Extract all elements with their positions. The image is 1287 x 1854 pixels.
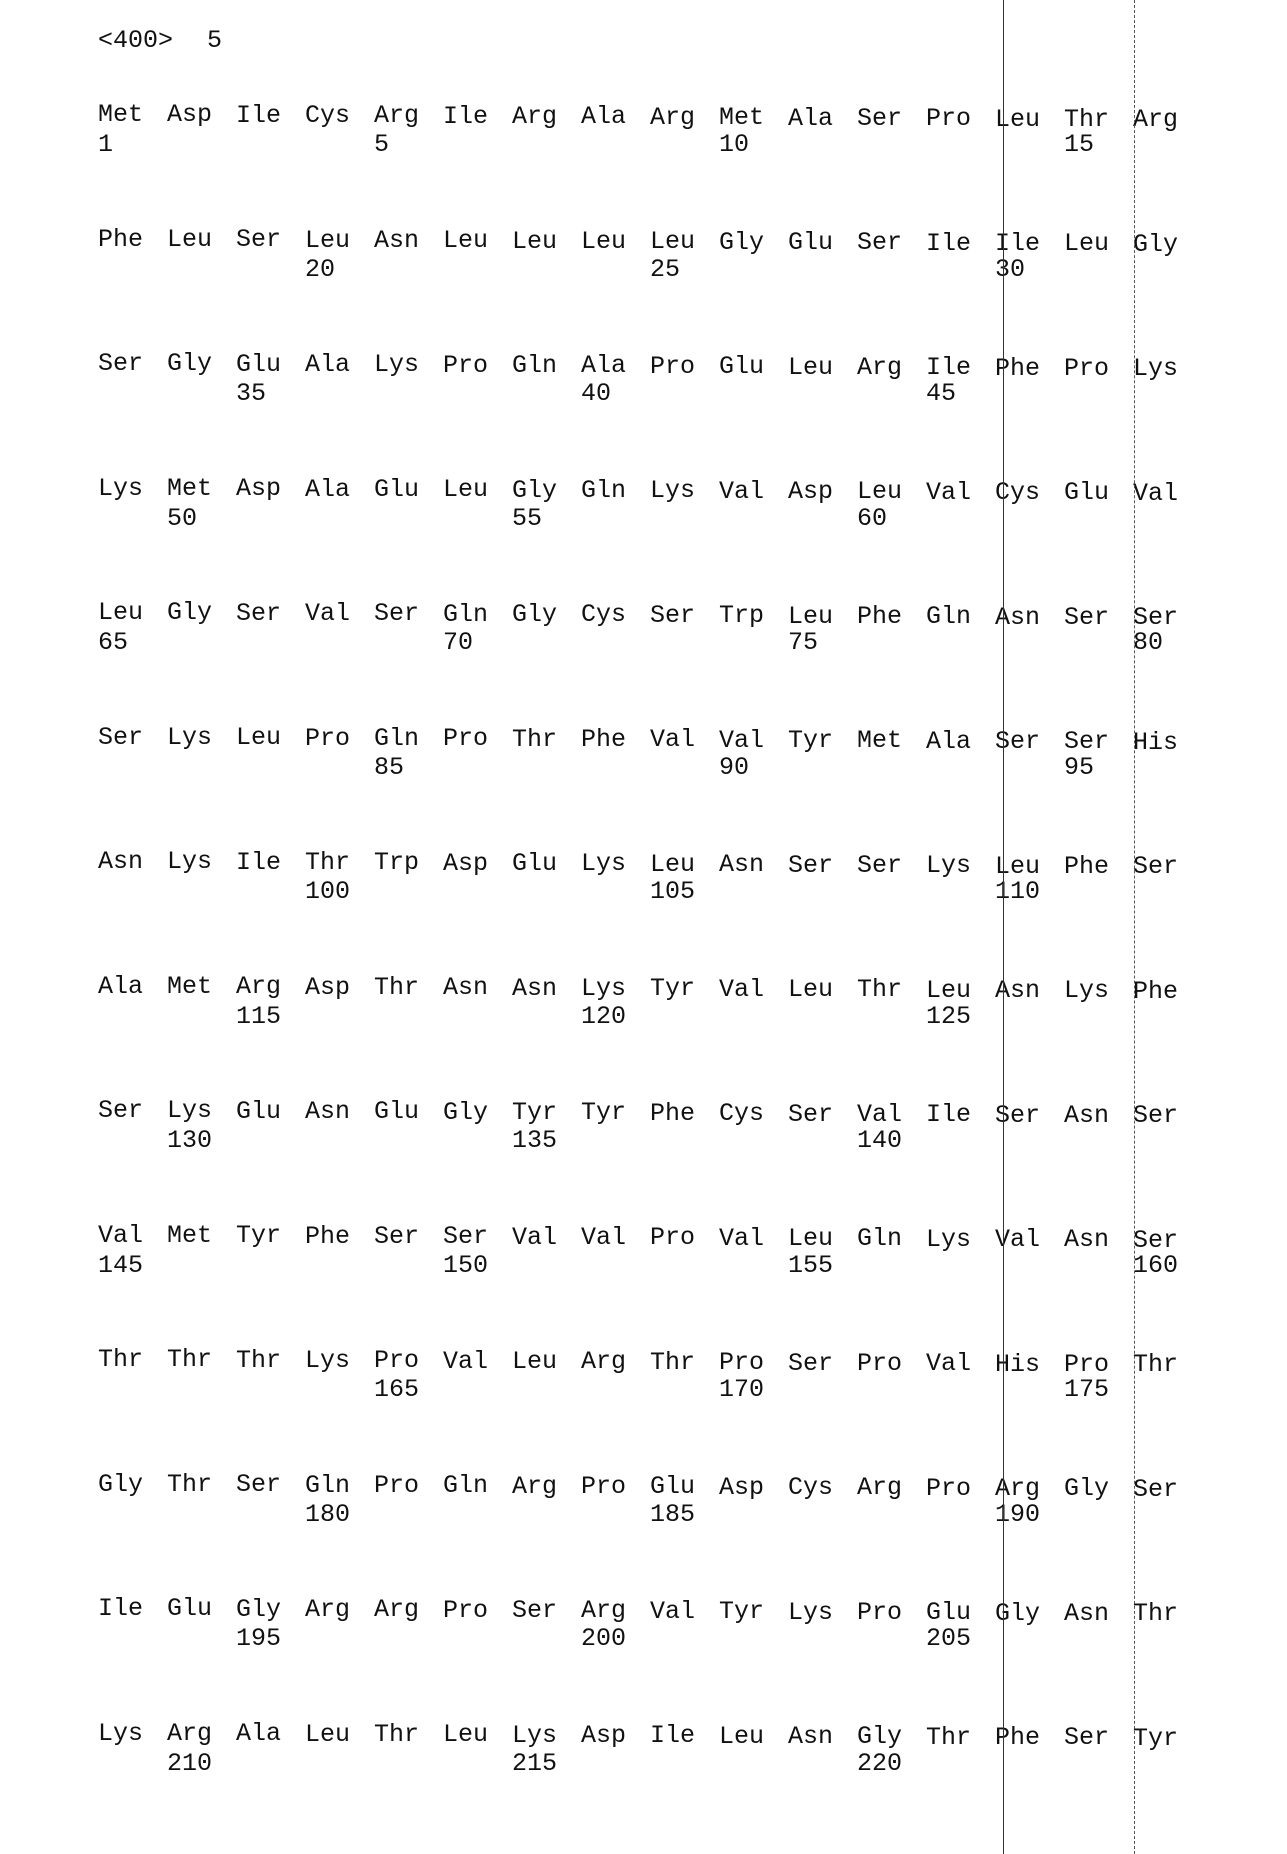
residue: Pro	[926, 104, 971, 133]
residue: Asn	[512, 974, 557, 1003]
residue: Val	[719, 726, 764, 755]
residue: Ile	[236, 848, 281, 877]
residue: Lys	[167, 1096, 212, 1125]
residue: Gly	[167, 598, 212, 627]
residue: Met	[98, 100, 143, 129]
residue: Leu	[1064, 229, 1109, 258]
residue: Ile	[236, 101, 281, 130]
position-number: 150	[443, 1251, 488, 1280]
residue: Cys	[995, 478, 1040, 507]
residue: Gly	[1133, 230, 1178, 259]
residue: Asp	[443, 849, 488, 878]
position-number: 10	[719, 130, 749, 159]
residue: Phe	[995, 1723, 1040, 1752]
residue: Ser	[1133, 1475, 1178, 1504]
sequence-row	[98, 474, 1238, 554]
residue: Lys	[167, 847, 212, 876]
residue: Glu	[512, 849, 557, 878]
residue: Pro	[443, 1596, 488, 1625]
residue: Leu	[305, 226, 350, 255]
residue: Gly	[1064, 1474, 1109, 1503]
residue: Ser	[98, 1096, 143, 1125]
position-number: 185	[650, 1500, 695, 1529]
residue: Ser	[236, 225, 281, 254]
residue: Thr	[374, 973, 419, 1002]
position-number: 135	[512, 1126, 557, 1155]
residue: Val	[512, 1223, 557, 1252]
position-number: 90	[719, 753, 749, 782]
residue: Pro	[443, 724, 488, 753]
residue: Ile	[926, 353, 971, 382]
residue: Lys	[581, 974, 626, 1003]
residue: Cys	[305, 101, 350, 130]
position-number: 195	[236, 1624, 281, 1653]
residue: Phe	[1064, 852, 1109, 881]
residue: Asp	[788, 477, 833, 506]
residue: Glu	[650, 1472, 695, 1501]
residue: Pro	[650, 1223, 695, 1252]
residue: Ser	[374, 1222, 419, 1251]
residue: Asn	[1064, 1599, 1109, 1628]
residue: Thr	[305, 848, 350, 877]
residue: Tyr	[581, 1098, 626, 1127]
position-number: 60	[857, 504, 887, 533]
residue: Phe	[650, 1099, 695, 1128]
residue: Leu	[788, 602, 833, 631]
residue: Ser	[374, 599, 419, 628]
sequence-row	[98, 1096, 1238, 1176]
position-number: 115	[236, 1002, 281, 1031]
residue: Met	[167, 1221, 212, 1250]
residue: Ile	[443, 102, 488, 131]
residue: Asp	[305, 973, 350, 1002]
position-number: 175	[1064, 1375, 1109, 1404]
sequence-id: 5	[207, 26, 222, 55]
residue: Arg	[857, 1473, 902, 1502]
position-number: 25	[650, 255, 680, 284]
sequence-row	[98, 1221, 1238, 1301]
residue: Ser	[995, 1101, 1040, 1130]
residue: Met	[167, 474, 212, 503]
residue: Asn	[374, 226, 419, 255]
residue: Lys	[926, 851, 971, 880]
residue: Trp	[719, 601, 764, 630]
residue: Pro	[374, 1471, 419, 1500]
residue: Leu	[857, 477, 902, 506]
residue: Gln	[374, 724, 419, 753]
residue: Gln	[305, 1471, 350, 1500]
sequence-row	[98, 598, 1238, 678]
residue: Phe	[581, 725, 626, 754]
residue: Ile	[995, 229, 1040, 258]
residue: Ser	[1064, 1723, 1109, 1752]
residue: Gly	[512, 600, 557, 629]
residue: Val	[1133, 479, 1178, 508]
residue: Leu	[305, 1720, 350, 1749]
scan-artifact-line	[1003, 0, 1004, 1854]
sequence-row	[98, 225, 1238, 305]
residue: Thr	[1133, 1350, 1178, 1379]
residue: Ala	[305, 475, 350, 504]
residue: Val	[857, 1100, 902, 1129]
residue: Gly	[719, 228, 764, 257]
position-number: 145	[98, 1251, 143, 1280]
residue: Gly	[857, 1722, 902, 1751]
residue: Ala	[98, 972, 143, 1001]
sequence-row	[98, 972, 1238, 1052]
position-number: 35	[236, 379, 266, 408]
residue: Ser	[98, 349, 143, 378]
residue: Lys	[1133, 354, 1178, 383]
residue: Val	[995, 1225, 1040, 1254]
position-number: 165	[374, 1375, 419, 1404]
residue: Ile	[650, 1721, 695, 1750]
sequence-row	[98, 847, 1238, 927]
residue: Thr	[650, 1348, 695, 1377]
residue: Asn	[443, 973, 488, 1002]
position-number: 140	[857, 1126, 902, 1155]
residue: Ile	[98, 1594, 143, 1623]
residue: Asn	[995, 976, 1040, 1005]
residue: Glu	[236, 1097, 281, 1126]
residue: Ser	[1064, 603, 1109, 632]
sequence-row	[98, 723, 1238, 803]
residue: Phe	[305, 1222, 350, 1251]
residue: Ala	[305, 350, 350, 379]
residue: Thr	[167, 1470, 212, 1499]
residue: Asn	[1064, 1101, 1109, 1130]
residue: Glu	[788, 228, 833, 257]
position-number: 80	[1133, 628, 1163, 657]
residue: Leu	[650, 227, 695, 256]
position-number: 95	[1064, 753, 1094, 782]
residue: Leu	[581, 227, 626, 256]
residue: Ile	[926, 229, 971, 258]
residue: Ser	[1133, 603, 1178, 632]
position-number: 170	[719, 1375, 764, 1404]
residue: Leu	[788, 975, 833, 1004]
position-number: 20	[305, 255, 335, 284]
residue: Tyr	[650, 974, 695, 1003]
residue: Arg	[650, 103, 695, 132]
position-number: 125	[926, 1002, 971, 1031]
residue: Pro	[1064, 1350, 1109, 1379]
residue: Leu	[995, 852, 1040, 881]
residue: Asp	[581, 1721, 626, 1750]
scan-artifact-line	[1134, 0, 1135, 1854]
residue: His	[995, 1350, 1040, 1379]
residue: Ser	[443, 1222, 488, 1251]
residue: Arg	[581, 1596, 626, 1625]
residue: Pro	[926, 1474, 971, 1503]
residue: Arg	[1133, 105, 1178, 134]
residue: Ser	[857, 104, 902, 133]
position-number: 110	[995, 877, 1040, 906]
residue: Val	[926, 1349, 971, 1378]
residue: Val	[581, 1223, 626, 1252]
residue: Lys	[581, 849, 626, 878]
residue: Ser	[98, 723, 143, 752]
residue: Lys	[1064, 976, 1109, 1005]
residue: Asn	[788, 1722, 833, 1751]
sequence-row	[98, 1470, 1238, 1550]
position-number: 205	[926, 1624, 971, 1653]
residue: Tyr	[788, 726, 833, 755]
residue: Gly	[995, 1599, 1040, 1628]
sequence-row	[98, 1594, 1238, 1674]
residue: Met	[167, 972, 212, 1001]
residue: Leu	[512, 1347, 557, 1376]
residue: Lys	[512, 1721, 557, 1750]
residue: Ser	[1133, 1226, 1178, 1255]
sequence-header	[98, 26, 256, 55]
sequence-row	[98, 1719, 1238, 1799]
residue: Ser	[788, 1100, 833, 1129]
residue: Gln	[512, 351, 557, 380]
residue: Leu	[443, 1720, 488, 1749]
residue: Ala	[581, 102, 626, 131]
residue: Leu	[167, 225, 212, 254]
position-number: 200	[581, 1624, 626, 1653]
residue: Glu	[1064, 478, 1109, 507]
residue: Gly	[167, 349, 212, 378]
residue: Asp	[719, 1473, 764, 1502]
position-number: 15	[1064, 130, 1094, 159]
residue: Phe	[995, 354, 1040, 383]
residue: Leu	[236, 723, 281, 752]
residue: Ser	[995, 727, 1040, 756]
residue: Cys	[719, 1099, 764, 1128]
residue: Gln	[581, 476, 626, 505]
position-number: 190	[995, 1500, 1040, 1529]
residue: Thr	[236, 1346, 281, 1375]
residue: Pro	[1064, 354, 1109, 383]
residue: Ser	[788, 851, 833, 880]
residue: Arg	[995, 1474, 1040, 1503]
residue: Ile	[926, 1100, 971, 1129]
residue: Leu	[926, 976, 971, 1005]
position-number: 5	[374, 130, 389, 159]
residue: Lys	[305, 1346, 350, 1375]
residue: Ser	[650, 601, 695, 630]
residue: Val	[926, 478, 971, 507]
residue: Ala	[788, 104, 833, 133]
position-number: 65	[98, 628, 128, 657]
residue: Leu	[719, 1722, 764, 1751]
residue: Tyr	[236, 1221, 281, 1250]
residue: Val	[650, 725, 695, 754]
residue: Val	[719, 1224, 764, 1253]
position-number: 70	[443, 628, 473, 657]
residue: Val	[305, 599, 350, 628]
residue: Lys	[374, 350, 419, 379]
position-number: 130	[167, 1126, 212, 1155]
position-number: 180	[305, 1500, 350, 1529]
residue: Glu	[236, 350, 281, 379]
residue: Ser	[236, 1470, 281, 1499]
residue: Ala	[581, 351, 626, 380]
residue: Leu	[98, 598, 143, 627]
residue: Arg	[512, 1472, 557, 1501]
residue: Gly	[236, 1595, 281, 1624]
residue: Ser	[1064, 727, 1109, 756]
residue: Pro	[857, 1598, 902, 1627]
residue: Met	[857, 726, 902, 755]
residue: Thr	[857, 975, 902, 1004]
residue: Asp	[167, 100, 212, 129]
residue: Pro	[857, 1349, 902, 1378]
residue: Leu	[443, 475, 488, 504]
residue: Arg	[374, 1595, 419, 1624]
position-number: 120	[581, 1002, 626, 1031]
residue: Leu	[512, 227, 557, 256]
residue: Arg	[581, 1347, 626, 1376]
position-number: 100	[305, 877, 350, 906]
sequence-tag: <400>	[98, 26, 173, 55]
residue: Pro	[581, 1472, 626, 1501]
sequence-row	[98, 1345, 1238, 1425]
residue: Ser	[857, 228, 902, 257]
residue: Ser	[1133, 1101, 1178, 1130]
residue: Thr	[167, 1345, 212, 1374]
position-number: 30	[995, 255, 1025, 284]
residue: Pro	[305, 724, 350, 753]
position-number: 85	[374, 753, 404, 782]
residue: Tyr	[1133, 1724, 1178, 1753]
residue: Pro	[443, 351, 488, 380]
residue: Phe	[857, 602, 902, 631]
position-number: 105	[650, 877, 695, 906]
position-number: 75	[788, 628, 818, 657]
residue: Phe	[1133, 977, 1178, 1006]
residue: Tyr	[512, 1098, 557, 1127]
position-number: 220	[857, 1749, 902, 1778]
residue: Val	[98, 1221, 143, 1250]
residue: Gln	[443, 1471, 488, 1500]
residue: Val	[650, 1597, 695, 1626]
residue: Gly	[512, 476, 557, 505]
residue: Val	[719, 477, 764, 506]
position-number: 160	[1133, 1251, 1178, 1280]
residue: Asn	[719, 850, 764, 879]
residue: Lys	[98, 1719, 143, 1748]
residue: Glu	[374, 475, 419, 504]
residue: Arg	[236, 972, 281, 1001]
residue: Ala	[926, 727, 971, 756]
residue: Cys	[788, 1473, 833, 1502]
residue: Lys	[650, 476, 695, 505]
residue: Thr	[374, 1720, 419, 1749]
residue: Thr	[98, 1345, 143, 1374]
residue: Gln	[443, 600, 488, 629]
residue: Glu	[926, 1598, 971, 1627]
position-number: 40	[581, 379, 611, 408]
position-number: 50	[167, 504, 197, 533]
residue: Pro	[650, 352, 695, 381]
residue: Asp	[236, 474, 281, 503]
position-number: 155	[788, 1251, 833, 1280]
residue: Ala	[236, 1719, 281, 1748]
residue: Gln	[926, 602, 971, 631]
sequence-row	[98, 100, 1238, 180]
residue: Leu	[443, 226, 488, 255]
residue: Trp	[374, 848, 419, 877]
residue: Pro	[719, 1348, 764, 1377]
residue: Arg	[167, 1719, 212, 1748]
residue: Gly	[443, 1098, 488, 1127]
residue: Arg	[374, 101, 419, 130]
residue: Ser	[1133, 852, 1178, 881]
residue: Val	[719, 975, 764, 1004]
residue: Met	[719, 103, 764, 132]
position-number: 215	[512, 1749, 557, 1778]
residue: Asn	[1064, 1225, 1109, 1254]
residue: Asn	[305, 1097, 350, 1126]
residue: Arg	[512, 102, 557, 131]
residue: Thr	[926, 1723, 971, 1752]
residue: Pro	[374, 1346, 419, 1375]
residue: Gln	[857, 1224, 902, 1253]
residue: Cys	[581, 600, 626, 629]
residue: Ser	[857, 851, 902, 880]
residue: Leu	[995, 105, 1040, 134]
residue: Gly	[98, 1470, 143, 1499]
residue: Thr	[1133, 1599, 1178, 1628]
residue: Asn	[98, 847, 143, 876]
position-number: 210	[167, 1749, 212, 1778]
sequence-row	[98, 349, 1238, 429]
residue: Arg	[305, 1595, 350, 1624]
residue: Arg	[857, 353, 902, 382]
residue: Lys	[788, 1598, 833, 1627]
residue: Ser	[788, 1349, 833, 1378]
position-number: 55	[512, 504, 542, 533]
position-number: 1	[98, 130, 113, 159]
residue: Lys	[98, 474, 143, 503]
residue: Leu	[788, 1224, 833, 1253]
residue: Asn	[995, 603, 1040, 632]
residue: Tyr	[719, 1597, 764, 1626]
residue: Glu	[167, 1594, 212, 1623]
residue: Thr	[1064, 105, 1109, 134]
residue: Leu	[650, 850, 695, 879]
residue: Glu	[374, 1097, 419, 1126]
residue: Leu	[788, 353, 833, 382]
residue: Phe	[98, 225, 143, 254]
residue: Lys	[167, 723, 212, 752]
residue: Ser	[236, 599, 281, 628]
residue: Ser	[512, 1596, 557, 1625]
position-number: 45	[926, 379, 956, 408]
residue: Val	[443, 1347, 488, 1376]
residue: Lys	[926, 1225, 971, 1254]
residue: His	[1133, 728, 1178, 757]
residue: Thr	[512, 725, 557, 754]
residue: Glu	[719, 352, 764, 381]
